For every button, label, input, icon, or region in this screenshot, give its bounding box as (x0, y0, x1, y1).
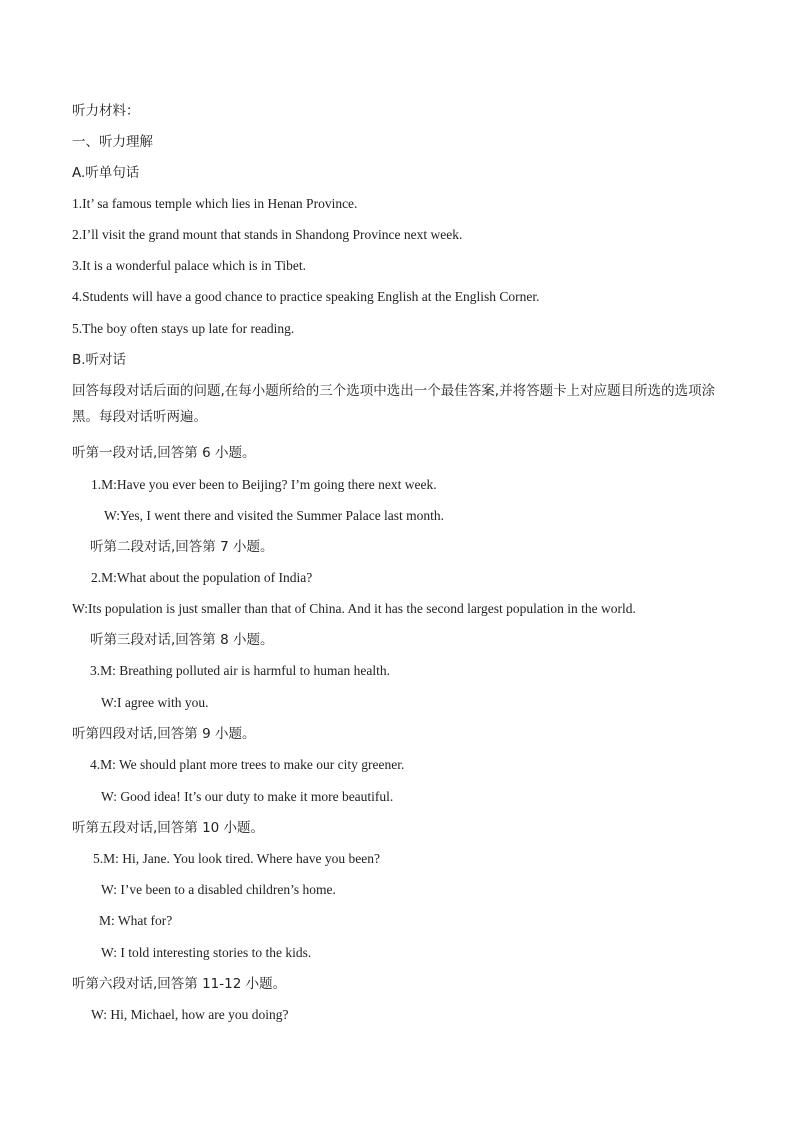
part-b-title: B.听对话 (72, 352, 127, 368)
dialogue-6-line-1: W: Hi, Michael, how are you doing? (91, 1007, 289, 1022)
sentence-2: 2.I’ll visit the grand mount that stands in Shandong Province next week. (72, 227, 463, 242)
dialogue-4-line-2: W: Good idea! It’s our duty to make it more beautiful. (101, 789, 394, 804)
dialogue-5-line-1: 5.M: Hi, Jane. You look tired. Where have you been? (93, 851, 380, 866)
dialogue-5-line-4: W: I told interesting stories to the kids. (101, 945, 312, 960)
sentence-4: 4.Students will have a good chance to practice speaking English at the English Corner. (72, 289, 540, 304)
section-title: 一、听力理解 (72, 134, 153, 150)
dialogue-2-line-2: W:Its population is just smaller than that of China. And it has the second largest population in the world. (72, 601, 636, 616)
sentence-3: 3.It is a wonderful palace which is in Tibet. (72, 258, 306, 273)
dialogue-3-line-2: W:I agree with you. (101, 695, 209, 710)
part-b-instruction: 回答每段对话后面的问题,在每小题所给的三个选项中选出一个最佳答案,并将答题卡上对应题目所选的选项涂黑。每段对话听两遍。 (72, 383, 716, 425)
dialogue-1-intro: 听第一段对话,回答第 6 小题。 (72, 445, 256, 461)
dialogue-4-intro: 听第四段对话,回答第 9 小题。 (72, 726, 256, 742)
dialogue-1-line-1: 1.M:Have you ever been to Beijing? I’m going there next week. (91, 477, 437, 492)
document-heading: 听力材料： (72, 103, 140, 119)
sentence-1: 1.It’ sa famous temple which lies in Henan Province. (72, 196, 358, 211)
dialogue-3-line-1: 3.M: Breathing polluted air is harmful to human health. (90, 663, 390, 678)
dialogue-4-line-1: 4.M: We should plant more trees to make our city greener. (90, 757, 405, 772)
dialogue-5-line-3: M: What for? (99, 913, 173, 928)
sentence-5: 5.The boy often stays up late for reading. (72, 321, 295, 336)
dialogue-5-intro: 听第五段对话,回答第 10 小题。 (72, 820, 265, 836)
dialogue-3-intro: 听第三段对话,回答第 8 小题。 (90, 632, 274, 648)
dialogue-5-line-2: W: I’ve been to a disabled children’s home. (101, 882, 336, 897)
dialogue-6-intro: 听第六段对话,回答第 11-12 小题。 (72, 976, 287, 992)
dialogue-2-line-1: 2.M:What about the population of India? (91, 570, 313, 585)
dialogue-2-intro: 听第二段对话,回答第 7 小题。 (90, 539, 274, 555)
part-a-title: A.听单句话 (72, 165, 140, 181)
dialogue-1-line-2: W:Yes, I went there and visited the Summer Palace last month. (104, 508, 445, 523)
